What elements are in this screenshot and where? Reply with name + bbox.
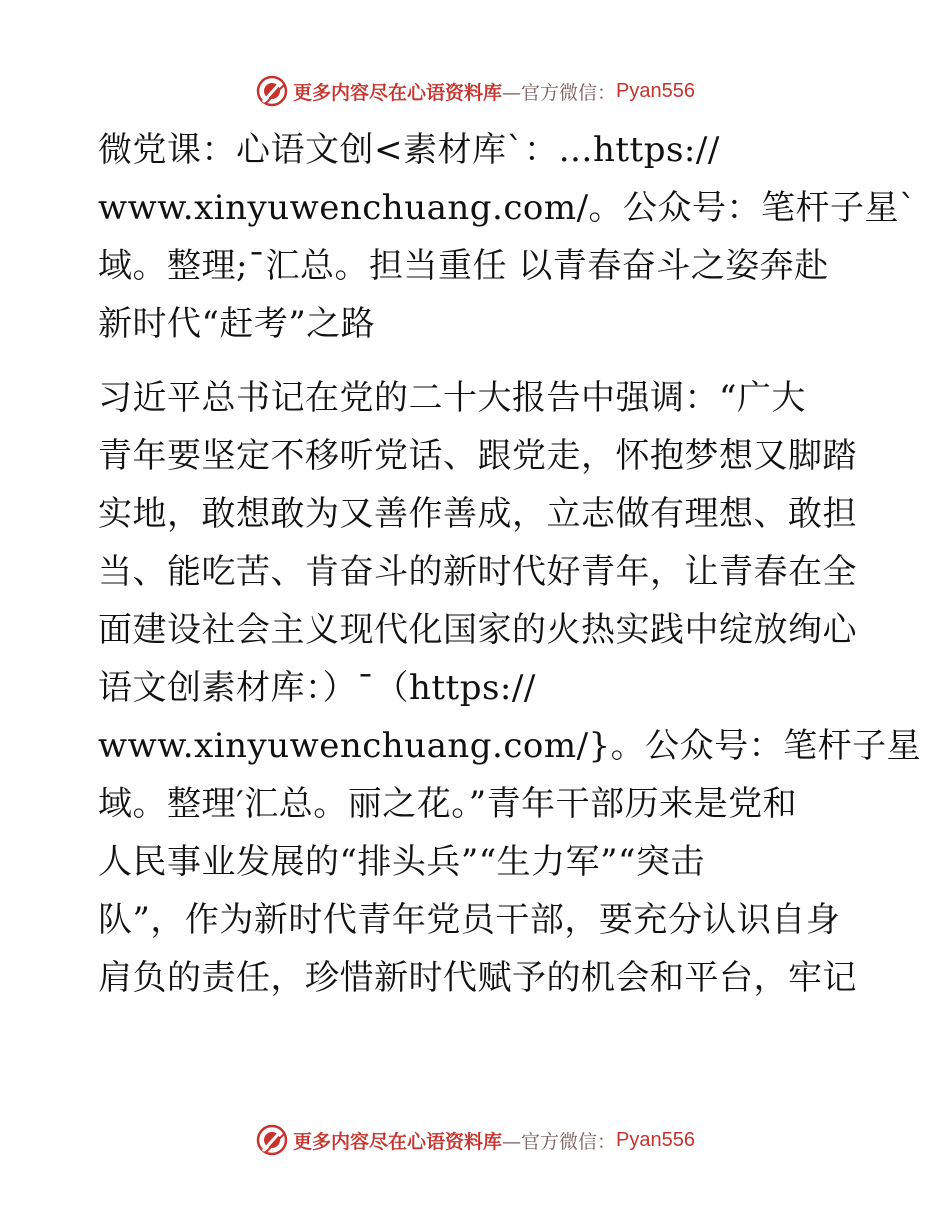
banner-sub-text: —官方微信：	[502, 1130, 617, 1153]
body-line: 队”，作为新时代青年党员干部，要充分认识自身	[98, 900, 841, 940]
document-body	[98, 121, 922, 1007]
body-line: 面建设社会主义现代化国家的火热实践中绽放绚心	[98, 610, 857, 650]
body-line: 微党课：心语文创<素材库`：…https://	[98, 130, 720, 170]
body-line: 人民事业发展的“排头兵”“生力军”“突击	[98, 842, 705, 882]
body-line: 域。整理′汇总。丽之花。”青年干部历来是党和	[98, 784, 798, 824]
banner-main-text: 更多内容尽在心语资料库	[293, 81, 503, 104]
body-line: 语文创素材库：）¯（https://	[98, 668, 536, 708]
banner-main-text: 更多内容尽在心语资料库	[293, 1130, 503, 1153]
body-line: 当、能吃苦、肯奋斗的新时代好青年，让青春在全	[98, 552, 857, 592]
body-line: www.xinyuwenchuang.com/。公众号：笔杆子星`	[98, 188, 917, 228]
brand-logo-icon	[255, 1123, 289, 1157]
header-watermark-banner	[0, 71, 950, 111]
body-line: 习近平总书记在党的二十大报告中强调：“广大	[98, 378, 806, 418]
banner-wechat-id: Pyan556	[616, 1128, 695, 1151]
body-line: 新时代“赶考”之路	[98, 304, 376, 344]
body-line: 实地，敢想敢为又善作善成，立志做有理想、敢担	[98, 494, 857, 534]
body-line: 域。整理;¯汇总。担当重任 以青春奋斗之姿奔赴	[98, 246, 829, 286]
banner-wechat-id: Pyan556	[616, 79, 695, 102]
body-line: www.xinyuwenchuang.com/}。公众号：笔杆子星	[98, 726, 922, 766]
banner-sub-text: —官方微信：	[502, 81, 617, 104]
body-line: 青年要坚定不移听党话、跟党走，怀抱梦想又脚踏	[98, 436, 857, 476]
body-line: 肩负的责任，珍惜新时代赋予的机会和平台，牢记	[98, 958, 857, 998]
brand-logo-icon	[255, 74, 289, 108]
footer-watermark-banner	[0, 1120, 950, 1160]
